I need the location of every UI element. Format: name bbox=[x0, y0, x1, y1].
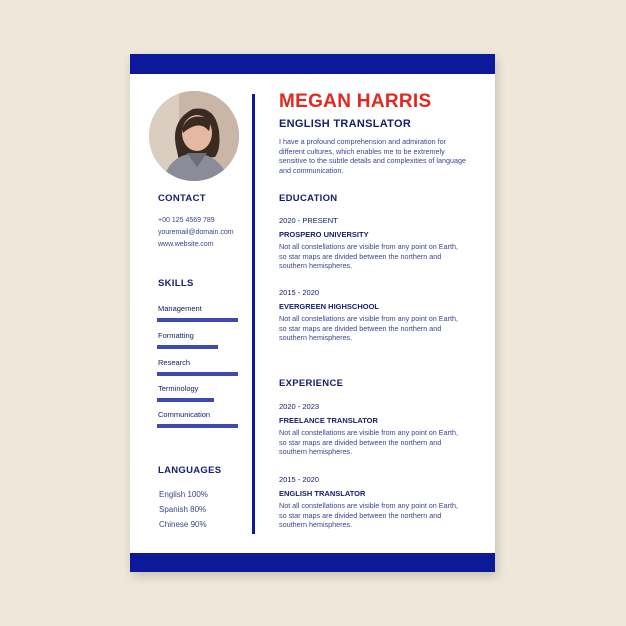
contact-heading: CONTACT bbox=[158, 193, 206, 204]
education-description: Not all constellations are visible from any point on Earth, so star maps are divided between the northern and southern hemispheres. bbox=[279, 314, 458, 343]
job-title: ENGLISH TRANSLATOR bbox=[279, 118, 412, 130]
skill-bar bbox=[157, 318, 238, 322]
contact-phone: +00 125 4569 789 bbox=[158, 217, 215, 224]
profile-photo bbox=[149, 91, 239, 181]
top-band bbox=[130, 54, 495, 74]
education-school: EVERGREEN HIGHSCHOOL bbox=[279, 302, 380, 311]
portrait-illustration bbox=[149, 91, 239, 181]
languages-heading: LANGUAGES bbox=[158, 465, 222, 476]
skill-bar bbox=[157, 345, 218, 349]
skills-heading: SKILLS bbox=[158, 278, 194, 289]
contact-email[interactable]: youremail@domain.com bbox=[158, 229, 234, 236]
candidate-name: MEGAN HARRIS bbox=[279, 91, 432, 112]
language-item: Spanish 80% bbox=[159, 505, 207, 514]
profile-summary: I have a profound comprehension and admiration for different cultures, which enables me to be extremely sensitive to the subtle details and complexities of language and communication. bbox=[279, 137, 466, 176]
education-date: 2015 - 2020 bbox=[279, 288, 320, 297]
resume-page bbox=[130, 54, 495, 572]
experience-description: Not all constellations are visible from any point on Earth, so star maps are divided between the northern and southern hemispheres. bbox=[279, 501, 458, 530]
skill-bar bbox=[157, 424, 238, 428]
skill-label: Management bbox=[158, 304, 202, 313]
education-description: Not all constellations are visible from any point on Earth, so star maps are divided between the northern and southern hemispheres. bbox=[279, 242, 458, 271]
column-divider bbox=[252, 94, 255, 534]
education-date: 2020 - PRESENT bbox=[279, 216, 338, 225]
skill-label: Research bbox=[158, 358, 191, 367]
bottom-band bbox=[130, 553, 495, 572]
experience-role: ENGLISH TRANSLATOR bbox=[279, 489, 366, 498]
contact-website[interactable]: www.website.com bbox=[158, 241, 214, 248]
skill-bar bbox=[157, 398, 214, 402]
education-school: PROSPERO UNIVERSITY bbox=[279, 230, 369, 239]
language-item: English 100% bbox=[159, 490, 208, 499]
experience-description: Not all constellations are visible from any point on Earth, so star maps are divided between the northern and southern hemispheres. bbox=[279, 428, 458, 457]
experience-role: FREELANCE TRANSLATOR bbox=[279, 416, 378, 425]
experience-date: 2015 - 2020 bbox=[279, 475, 320, 484]
experience-date: 2020 - 2023 bbox=[279, 402, 320, 411]
skill-label: Terminology bbox=[158, 384, 199, 393]
experience-heading: EXPERIENCE bbox=[279, 378, 344, 389]
education-heading: EDUCATION bbox=[279, 193, 338, 204]
skill-bar bbox=[157, 372, 238, 376]
language-item: Chinese 90% bbox=[159, 520, 207, 529]
skill-label: Formatting bbox=[158, 331, 194, 340]
skill-label: Communication bbox=[158, 410, 211, 419]
